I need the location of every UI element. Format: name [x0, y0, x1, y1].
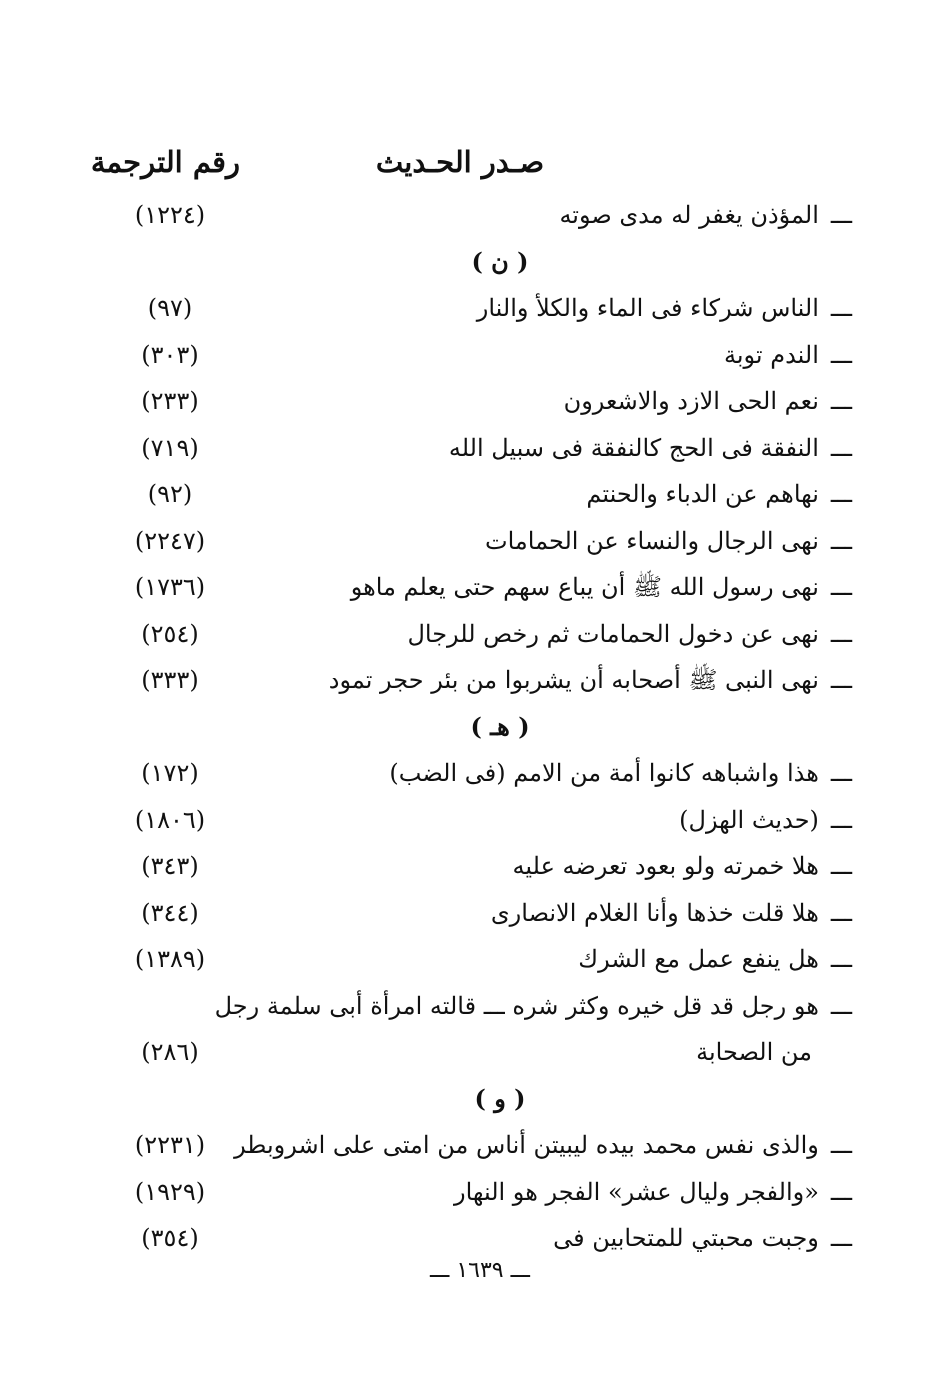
entry-dash: ـــ: [830, 1131, 852, 1159]
tarjama-number: (١٧٣٦): [134, 573, 206, 601]
hadith-text-content: والذى نفس محمد بيده ليبيتن أناس من امتى على اشروبطر: [234, 1131, 819, 1159]
section-letter: ( و ): [474, 1083, 526, 1113]
entry-dash: ـــ: [830, 1224, 852, 1252]
entry-dash: ـــ: [830, 666, 852, 694]
tarjama-number: (٣٤٣): [141, 852, 199, 880]
hadith-text-content: نهى الرجال والنساء عن الحمامات: [485, 526, 819, 555]
list-item: [0, 751, 937, 795]
hadith-text: [242, 472, 852, 516]
hadith-text-content: نهاهم عن الدباء والحنتم: [586, 480, 819, 508]
hadith-text: [242, 844, 852, 888]
entry-dash: ـــ: [830, 619, 852, 648]
list-item: [0, 984, 937, 1028]
column-header-hadith: صـدر الحـديث: [375, 145, 545, 179]
hadith-text-content: النفقة فى الحج كالنفقة فى سبيل الله: [448, 433, 819, 462]
tarjama-number: (٢٣٣): [141, 387, 199, 415]
list-item: [0, 519, 937, 563]
list-item: [0, 658, 937, 702]
tarjama-number: (٣٣٣): [141, 666, 199, 694]
entry-dash: ـــ: [830, 759, 852, 787]
tarjama-number: (٣٥٤): [141, 1224, 199, 1252]
list-item: [0, 844, 937, 888]
hadith-text-content: (حديث الهزل): [679, 805, 819, 834]
tarjama-number: (١٩٢٩): [134, 1177, 206, 1206]
tarjama-number: (٢٢٤٧): [134, 526, 206, 555]
hadith-text: [242, 612, 852, 656]
hadith-text: [242, 333, 852, 377]
entry-dash: ـــ: [830, 852, 852, 880]
tarjama-number: (١٢٢٤): [134, 201, 206, 229]
list-item: [0, 426, 937, 470]
list-item: [0, 333, 937, 377]
hadith-text-content: هلا قلت خذها وأنا الغلام الانصارى: [490, 898, 819, 927]
list-item: [0, 472, 937, 516]
tarjama-number: (١٧٢): [141, 759, 199, 787]
page-number: ـــ ١٦٣٩ ـــ: [430, 1258, 530, 1283]
tarjama-number: (٩٢): [147, 480, 193, 508]
hadith-text-content: هلا خمرته ولو بعود تعرضه عليه: [512, 852, 819, 880]
hadith-text: [242, 798, 852, 842]
list-item: [0, 379, 937, 423]
list-item: [0, 565, 937, 609]
list-item: [0, 891, 937, 935]
tarjama-number: (١٨٠٦): [134, 805, 206, 834]
tarjama-number: (٣٤٤): [141, 898, 199, 927]
entry-dash: ـــ: [830, 945, 852, 973]
hadith-text: [234, 1123, 852, 1167]
hadith-text-content: هل ينفع عمل مع الشرك: [578, 945, 819, 973]
hadith-text-content: المؤذن يغفر له مدى صوته: [559, 201, 819, 229]
hadith-text-content: هو رجل قد قل خيره وكثر شره ـــ قالته امرأة أبى سلمة رجل: [214, 991, 819, 1020]
list-item: [0, 286, 937, 330]
entry-dash: ـــ: [830, 1177, 852, 1206]
hadith-text: [242, 751, 852, 795]
hadith-text: [242, 426, 852, 470]
hadith-text: [242, 193, 852, 237]
list-item: [0, 798, 937, 842]
entry-dash: ـــ: [830, 898, 852, 927]
hadith-text-content: هذا واشباهه كانوا أمة من الامم (فى الضب): [389, 759, 819, 787]
hadith-text: [242, 658, 852, 702]
hadith-text-content: وجبت محبتي للمتحابين فى: [553, 1224, 819, 1252]
entry-dash: ـــ: [830, 991, 852, 1020]
tarjama-number: (٢٢٣١): [134, 1131, 206, 1159]
hadith-text-content: نهى رسول الله ﷺ أن يباع سهم حتى يعلم ماهو: [350, 573, 819, 601]
section-letter: ( هـ ): [470, 711, 530, 741]
hadith-text-content: نهى النبى ﷺ أصحابه أن يشربوا من بئر حجر تمود: [328, 666, 819, 694]
hadith-text-content: الناس شركاء فى الماء والكلأ والنار: [476, 294, 819, 322]
hadith-text-content: الندم توبة: [723, 340, 819, 369]
entry-dash: ـــ: [830, 805, 852, 834]
entry-dash: ـــ: [830, 294, 852, 322]
hadith-text-content: نهى عن دخول الحمامات ثم رخص للرجال: [407, 619, 819, 648]
hadith-text: [242, 565, 852, 609]
entry-dash: ـــ: [830, 201, 852, 229]
tarjama-number: (٢٨٦): [141, 1038, 199, 1066]
column-header-tarjama: رقم الترجمة: [90, 145, 240, 179]
entry-dash: ـــ: [830, 433, 852, 462]
tarjama-number: (٢٥٤): [141, 619, 199, 648]
hadith-text-continuation: من الصحابة: [696, 1038, 812, 1066]
entry-dash: ـــ: [830, 573, 852, 601]
entry-dash: ـــ: [830, 526, 852, 555]
entry-dash: ـــ: [830, 340, 852, 369]
hadith-text-content: «والفجر وليال عشر» الفجر هو النهار: [453, 1177, 819, 1206]
list-item: [0, 612, 937, 656]
hadith-text-content: نعم الحى الازد والاشعرون: [563, 387, 819, 415]
hadith-text: [242, 891, 852, 935]
section-letter: ( ن ): [471, 246, 529, 276]
tarjama-number: (٣٠٣): [141, 340, 199, 369]
tarjama-number: (٩٧): [147, 294, 193, 322]
hadith-text: [242, 937, 852, 981]
entry-dash: ـــ: [830, 387, 852, 415]
list-item: [0, 1216, 937, 1260]
tarjama-number: (١٣٨٩): [134, 945, 206, 973]
hadith-text: [214, 984, 852, 1028]
list-item: [0, 1170, 937, 1214]
list-item: [0, 1123, 937, 1167]
hadith-text: [242, 1216, 852, 1260]
list-item: [0, 937, 937, 981]
hadith-text: [242, 1170, 852, 1214]
entry-dash: ـــ: [830, 480, 852, 508]
tarjama-number: (٧١٩): [141, 433, 199, 462]
hadith-text: [242, 286, 852, 330]
list-item: [0, 193, 937, 237]
hadith-text: [242, 379, 852, 423]
hadith-text: [242, 519, 852, 563]
